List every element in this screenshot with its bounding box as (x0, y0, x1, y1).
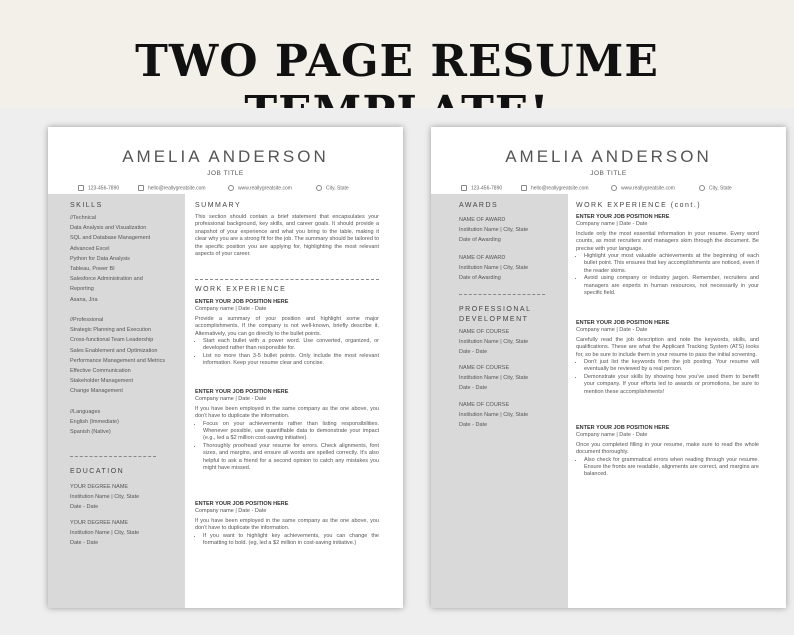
job-intro: Provide a summary of your position and highlight some major accomplishments. If the company is not well-known, briefly describe it. Alternatively, you can go directly to the bullet points. (195, 315, 379, 337)
banner-title: TWO PAGE RESUME (135, 36, 659, 87)
skills-professional (70, 315, 182, 397)
divider (70, 456, 156, 457)
institution: Institution Name | City, State (70, 530, 140, 537)
course-entry (459, 400, 567, 431)
job-entry (195, 299, 379, 368)
job-bullet: • Don't just list the keywords from the job posting. Your resume will eventually be reviewed by a real person. (584, 359, 759, 374)
award-date: Date of Awarding (459, 275, 501, 282)
education-entry (70, 518, 182, 549)
job-bullets (195, 421, 379, 473)
contact-website: www.reallygreatsite.com (611, 185, 675, 191)
skill-item: Sales Enablement and Optimization (70, 347, 158, 354)
divider (195, 279, 379, 280)
job-intro: If you have been employed in the same company as the one above, you don't have to duplicate the information. (195, 405, 379, 420)
divider (459, 294, 545, 295)
job-company: Company name | Date - Date (195, 396, 267, 403)
job-company: Company name | Date - Date (576, 432, 648, 439)
award-entry (459, 215, 567, 246)
dates: Date - Date (459, 385, 488, 392)
job-entry (195, 389, 379, 472)
job-bullet: • List no more than 3-5 bullet points. Only include the most relevant information. Keep your resume clear and concise. (203, 353, 379, 368)
job-bullets (576, 457, 759, 479)
candidate-name: AMELIA ANDERSON (122, 147, 329, 166)
job-company: Company name | Date - Date (195, 508, 267, 515)
job-entry (576, 214, 759, 297)
course-name: NAME OF COURSE (459, 365, 510, 371)
job-company: Company name | Date - Date (576, 221, 648, 228)
languages-label: //Languages (70, 409, 101, 415)
professional-label: //Professional (70, 317, 104, 323)
skill-item: Asana, Jira (70, 296, 98, 303)
technical-label: //Technical (70, 215, 96, 221)
job-bullet: • Start each bullet with a power word. Use converted, organized, or developed rather than responsible for. (203, 338, 379, 353)
location-pin-icon (699, 185, 705, 191)
job-bullet: • Avoid using company or industry jargon. Remember, recruiters and managers are experts in human resources, not necessarily in your specific field. (584, 275, 759, 297)
summary-text: This section should contain a brief statement that encapsulates your professional background, key skills, and career goals. It should provide a snapshot of your experience and what you bring to the table, making it clear why you are a strong fit for the job. The summary should be tailored to the specific position you are applying for, highlighting the most relevant aspects of your career. (195, 214, 379, 258)
mail-icon (521, 185, 527, 191)
institution: Institution Name | City, State (459, 339, 529, 346)
job-entry (195, 501, 379, 547)
skills-heading: SKILLS (70, 202, 103, 209)
summary-heading: SUMMARY (195, 202, 242, 209)
contact-email: hello@reallygreatsite.com (521, 185, 589, 191)
job-title: JOB TITLE (590, 170, 627, 177)
award-date: Date of Awarding (459, 237, 501, 244)
mail-icon (138, 185, 144, 191)
contact-website: www.reallygreatsite.com (228, 185, 292, 191)
job-company: Company name | Date - Date (195, 306, 267, 313)
language-item: English (Immediate) (70, 419, 119, 426)
skill-item: Salesforce Administration and (70, 276, 143, 283)
resume-page-1 (48, 127, 403, 608)
education-heading: EDUCATION (70, 468, 125, 475)
dates: Date - Date (70, 540, 99, 547)
job-bullets (576, 253, 759, 297)
banner (0, 0, 794, 108)
dates: Date - Date (70, 504, 99, 511)
job-bullet: • Thoroughly proofread your resume for errors. Check alignments, font sizes, and margins, and ensure all words are spelled correctly. It's also helpful to ask a friend for a second opinion to catch any mistakes you might have missed. (203, 443, 379, 473)
skill-item: Reporting (70, 286, 94, 293)
globe-icon (611, 185, 617, 191)
job-bullet: • Focus on your achievements rather than listing responsibilities. Whenever possible, use quantifiable data to demonstrate your impact (e.g., led a $2 million cost-saving initiative). (203, 421, 379, 443)
job-intro: Carefully read the job description and note the keywords, skills, and qualifications. These are what the Applicant Tracking System (ATS) looks for, so be sure to include them in your resume to pass the initial screening. (576, 336, 759, 358)
phone-icon (461, 185, 467, 191)
job-bullets (576, 359, 759, 396)
skills-technical (70, 213, 182, 305)
job-position: ENTER YOUR JOB POSITION HERE (195, 501, 289, 507)
job-bullet: • Highlight your most valuable achievements at the beginning of each bullet point. This ensures that key accomplishments are noticed, even if the reader skims. (584, 253, 759, 275)
job-position: ENTER YOUR JOB POSITION HERE (576, 320, 670, 326)
institution: Institution Name | City, State (459, 412, 529, 419)
globe-icon (228, 185, 234, 191)
job-entry (576, 320, 759, 396)
job-position: ENTER YOUR JOB POSITION HERE (576, 214, 670, 220)
dates: Date - Date (459, 422, 488, 429)
job-bullet: • Demonstrate your skills by showing how you've used them to benefit your company. If your efforts led to awards or promotions, be sure to mention these accomplishments! (584, 374, 759, 396)
job-bullets (195, 338, 379, 368)
job-bullet: • Also check for grammatical errors when reading through your resume. Ensure the fronts are readable, alignments are correct, and margins are balanced. (584, 457, 759, 479)
development-heading: PROFESSIONAL DEVELOPMENT (459, 306, 532, 323)
course-entry (459, 327, 567, 358)
language-item: Spanish (Native) (70, 429, 111, 436)
skill-item: SQL and Database Management (70, 235, 151, 242)
contact-email: hello@reallygreatsite.com (138, 185, 206, 191)
dates: Date - Date (459, 349, 488, 356)
awards-heading: AWARDS (459, 202, 499, 209)
institution: Institution Name | City, State (70, 494, 140, 501)
skill-item: Performance Management and Metrics (70, 357, 166, 364)
institution: Institution Name | City, State (459, 265, 529, 272)
job-position: ENTER YOUR JOB POSITION HERE (195, 299, 289, 305)
skills-languages (70, 407, 182, 438)
work-heading: WORK EXPERIENCE (195, 286, 287, 293)
phone-icon (78, 185, 84, 191)
location-pin-icon (316, 185, 322, 191)
skill-item: Cross-functional Team Leadership (70, 337, 154, 344)
skill-item: Data Analysis and Visualization (70, 225, 147, 232)
skill-item: Stakeholder Management (70, 378, 133, 385)
job-position: ENTER YOUR JOB POSITION HERE (195, 389, 289, 395)
course-name: NAME OF COURSE (459, 402, 510, 408)
skill-item: Advanced Excel (70, 245, 110, 252)
candidate-name: AMELIA ANDERSON (505, 147, 712, 166)
work-heading: WORK EXPERIENCE (cont.) (576, 202, 702, 209)
skill-item: Python for Data Analysis (70, 255, 130, 262)
job-company: Company name | Date - Date (576, 327, 648, 334)
contact-location: City, State (316, 185, 349, 191)
skill-item: Effective Communication (70, 368, 131, 375)
job-bullet: • If you want to highlight key achievements, you can change the formatting to bold. (eg, led a $2 million in cost-saving initiative.) (203, 533, 379, 548)
education-entry (70, 482, 182, 513)
skill-item: Tableau, Power BI (70, 266, 115, 273)
job-bullets (195, 533, 379, 548)
job-intro: If you have been employed in the same company as the one above, you don't have to duplicate the information. (195, 517, 379, 532)
award-name: NAME OF AWARD (459, 217, 506, 223)
contact-location: City, State (699, 185, 732, 191)
skill-item: Change Management (70, 388, 123, 395)
award-name: NAME OF AWARD (459, 255, 506, 261)
job-position: ENTER YOUR JOB POSITION HERE (576, 425, 670, 431)
job-title: JOB TITLE (207, 170, 244, 177)
course-entry (459, 363, 567, 394)
skill-item: Strategic Planning and Execution (70, 327, 152, 334)
resume-page-2 (431, 127, 786, 608)
contact-phone: 123-456-7890 (461, 185, 502, 191)
job-intro: Once you completed filling in your resume, make sure to read the whole document thoroughly. (576, 441, 759, 456)
award-entry (459, 253, 567, 284)
contact-phone: 123-456-7890 (78, 185, 119, 191)
institution: Institution Name | City, State (459, 227, 529, 234)
job-entry (576, 425, 759, 479)
degree-name: YOUR DEGREE NAME (70, 520, 129, 526)
institution: Institution Name | City, State (459, 375, 529, 382)
course-name: NAME OF COURSE (459, 329, 510, 335)
job-intro: Include only the most essential information in your resume. Every word counts, as most recruiters and managers skim through the document. Be precise with your language. (576, 230, 759, 252)
degree-name: YOUR DEGREE NAME (70, 484, 129, 490)
